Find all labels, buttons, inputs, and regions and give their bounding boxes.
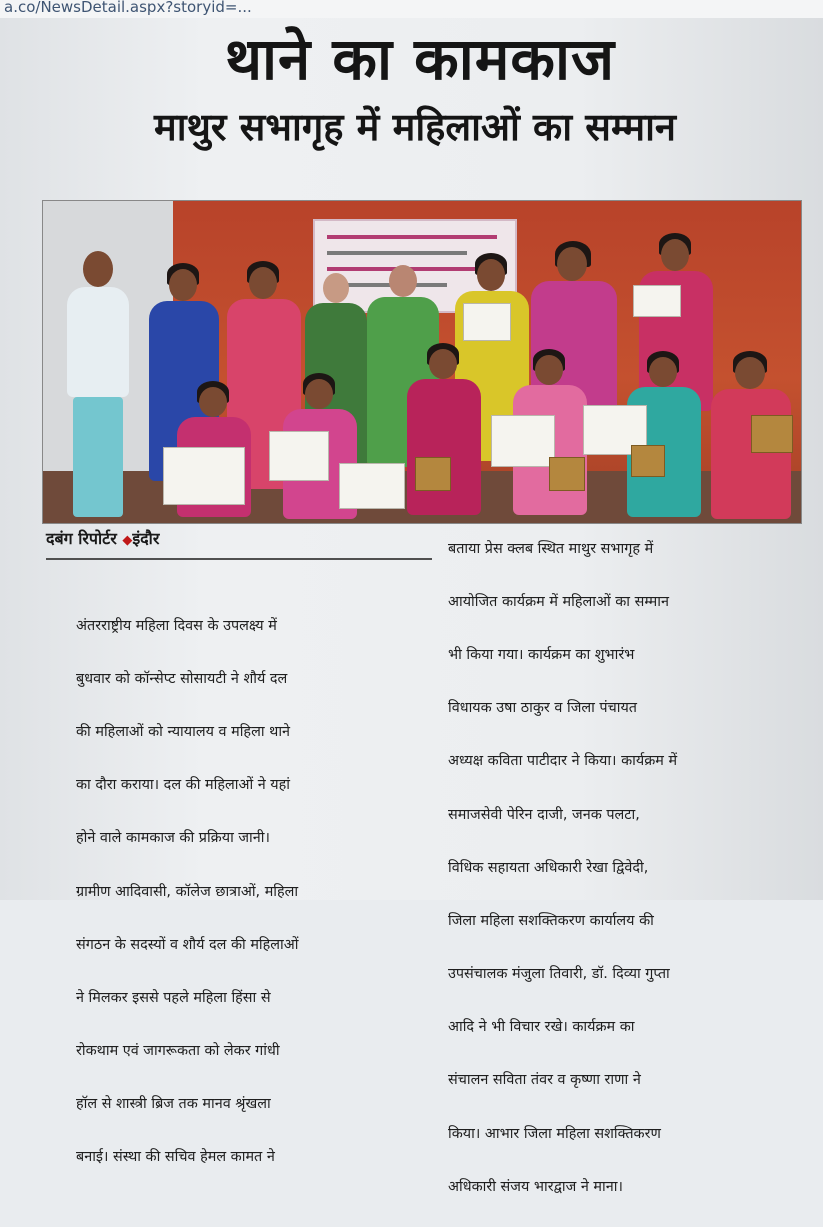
browser-url-strip: [0, 0, 823, 19]
text-line: की महिलाओं को न्यायालय व महिला थाने: [76, 723, 291, 740]
gift-box: [549, 457, 585, 491]
byline: [46, 528, 436, 552]
text-line: ने मिलकर इससे पहले महिला हिंसा से: [76, 989, 271, 1006]
text-line: बुधवार को कॉन्सेप्ट सोसायटी ने शौर्य दल: [76, 670, 288, 687]
byline-divider: [46, 558, 432, 560]
certificate: [633, 285, 681, 317]
subheadline: माथुर सभागृह में महिलाओं का सम्मान: [154, 105, 676, 149]
text-line: अध्यक्ष कविता पाटीदार ने किया। कार्यक्रम में: [448, 753, 678, 770]
text-line: रोकथाम एवं जागरूकता को लेकर गांधी: [76, 1043, 280, 1060]
certificate: [491, 415, 555, 467]
certificate: [163, 447, 245, 505]
text-line: आयोजित कार्यक्रम में महिलाओं का सम्मान: [448, 593, 669, 610]
text-line: संचालन सविता तंवर व कृष्णा राणा ने: [448, 1072, 641, 1089]
url-text: a.co/NewsDetail.aspx?storyid=...: [4, 0, 252, 16]
text-line: उपसंचालक मंजुला तिवारी, डॉ. दिव्या गुप्ता: [448, 966, 670, 983]
certificate: [269, 431, 329, 481]
text-line: समाजसेवी पेरिन दाजी, जनक पलटा,: [448, 806, 640, 823]
headline: थाने का कामकाज: [224, 25, 616, 93]
newspaper-clipping: [0, 18, 823, 1195]
text-line: जिला महिला सशक्तिकरण कार्यालय की: [448, 912, 654, 929]
text-line: अधिकारी संजय भारद्वाज ने माना।: [448, 1178, 623, 1195]
certificate: [463, 303, 511, 341]
gift-box: [631, 445, 665, 477]
text-line: विधायक उषा ठाकुर व जिला पंचायत: [448, 700, 638, 717]
gift-box: [751, 415, 793, 453]
text-line: आदि ने भी विचार रखे। कार्यक्रम का: [448, 1019, 635, 1036]
text-line: हॉल से शास्त्री ब्रिज तक मानव श्रृंखला: [76, 1096, 271, 1113]
byline-reporter: दबंग रिपोर्टर: [46, 529, 117, 548]
byline-place: इंदौर: [132, 529, 160, 548]
group-photo: [42, 200, 802, 524]
text-line: ग्रामीण आदिवासी, कॉलेज छात्राओं, महिला: [76, 883, 299, 900]
gift-box: [415, 457, 451, 491]
text-line: बताया प्रेस क्लब स्थित माथुर सभागृह में: [448, 540, 654, 557]
text-line: भी किया गया। कार्यक्रम का शुभारंभ: [448, 646, 635, 663]
bullet-icon: ◆: [122, 533, 133, 548]
text-line: विधिक सहायता अधिकारी रेखा द्विवेदी,: [448, 859, 649, 876]
article-column-left: [76, 586, 436, 1198]
text-line: बनाई। संस्था की सचिव हेमल कामत ने: [76, 1149, 275, 1166]
certificate: [339, 463, 405, 509]
text-line: संगठन के सदस्यों व शौर्य दल की महिलाओं: [76, 936, 299, 953]
text-line: किया। आभार जिला महिला सशक्तिकरण: [448, 1125, 661, 1142]
text-line: का दौरा कराया। दल की महिलाओं ने यहां: [76, 777, 291, 794]
article-column-right: [448, 509, 803, 1227]
text-line: अंतरराष्ट्रीय महिला दिवस के उपलक्ष्य में: [76, 617, 277, 634]
text-line: होने वाले कामकाज की प्रक्रिया जानी।: [76, 830, 270, 847]
